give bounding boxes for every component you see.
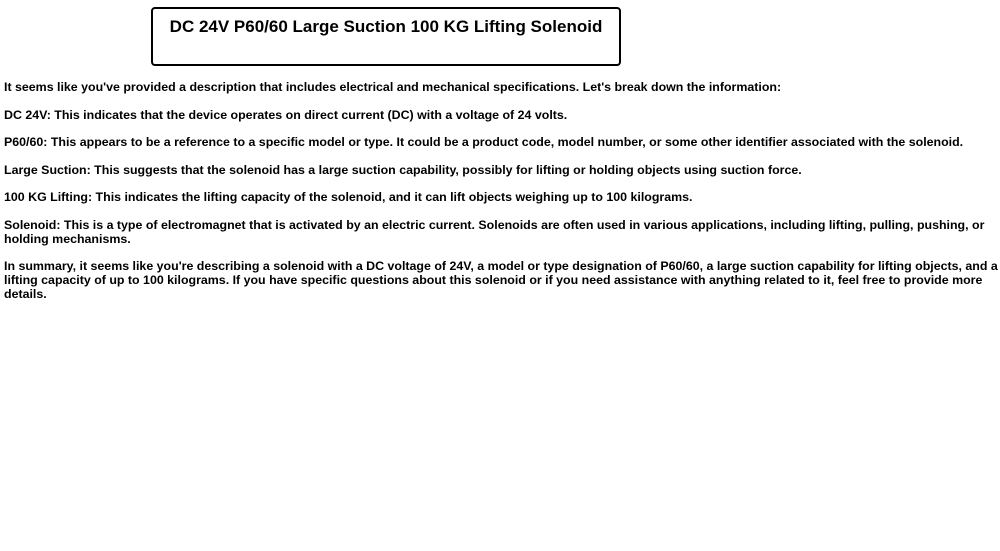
intro-paragraph: It seems like you've provided a description that includes electrical and mechanical specifications. Let's break down the information: bbox=[4, 80, 782, 94]
solenoid-paragraph: Solenoid: This is a type of electromagnet that is activated by an electric current. Solenoids are often used in various applications, including lifting, pulling, pushing, or holding mechanisms. bbox=[4, 217, 985, 246]
model-paragraph: P60/60: This appears to be a reference to a specific model or type. It could be a product code, model number, or some other identifier associated with the solenoid. bbox=[4, 135, 964, 149]
summary-paragraph: In summary, it seems like you're describing a solenoid with a DC voltage of 24V, a model or type designation of P60/60, a large suction capability for lifting objects, and a lifting capacity of up to 100 kilograms. If you have specific questions about this solenoid or if you need assistance with anything related to it, feel free to provide more details. bbox=[4, 259, 998, 301]
content-body bbox=[4, 80, 998, 315]
lifting-paragraph: 100 KG Lifting: This indicates the lifting capacity of the solenoid, and it can lift objects weighing up to 100 kilograms. bbox=[4, 190, 693, 204]
suction-paragraph: Large Suction: This suggests that the solenoid has a large suction capability, possibly for lifting or holding objects using suction force. bbox=[4, 162, 802, 177]
page-title: DC 24V P60/60 Large Suction 100 KG Lifting Solenoid bbox=[169, 17, 603, 36]
voltage-paragraph: DC 24V: This indicates that the device operates on direct current (DC) with a voltage of 24 volts. bbox=[4, 107, 568, 122]
title-box bbox=[151, 7, 621, 66]
